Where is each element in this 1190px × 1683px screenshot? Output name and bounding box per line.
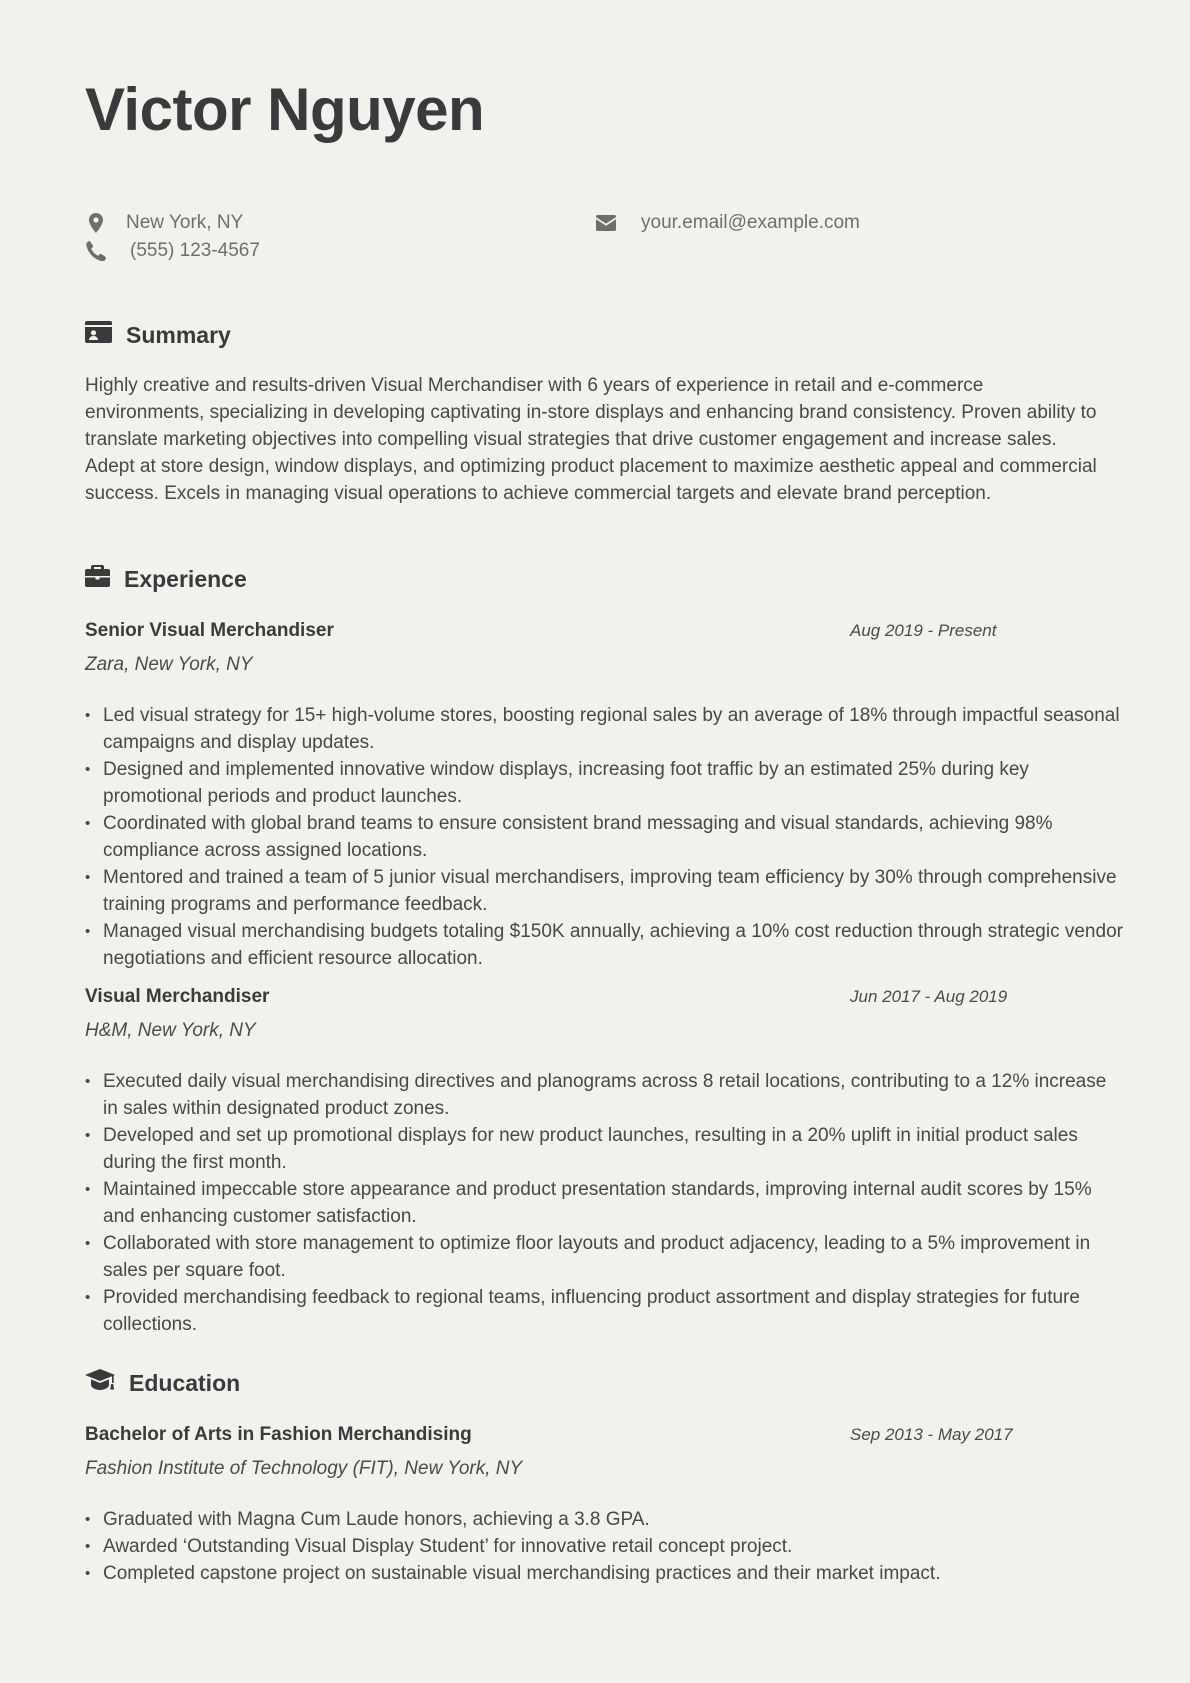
envelope-icon bbox=[595, 212, 617, 234]
education-bullets bbox=[85, 1506, 1123, 1587]
summary-heading: Summary bbox=[126, 321, 231, 348]
list-item: • Executed daily visual merchandising directives and planograms across 8 retail locations, contributing to a 12% increase in sales within designated product zones. bbox=[103, 1068, 1123, 1122]
map-marker-icon bbox=[85, 212, 107, 234]
section-heading-education bbox=[85, 1369, 240, 1397]
degree-title: Bachelor of Arts in Fashion Merchandising bbox=[85, 1424, 472, 1445]
location-text: New York, NY bbox=[126, 212, 244, 233]
list-item: • Awarded ‘Outstanding Visual Display Student’ for innovative retail concept project. bbox=[103, 1533, 1123, 1560]
job-organization: H&M, New York, NY bbox=[85, 1020, 256, 1041]
education-heading: Education bbox=[129, 1369, 241, 1396]
candidate-name: Victor Nguyen bbox=[85, 76, 485, 143]
summary-text: Highly creative and results-driven Visual Merchandiser with 6 years of experience in retail and e-commerce environments, specializing in developing captivating in-store displays and enhancing brand consistency. Proven ability to translate marketing objectives into compelling visual strategies that drive customer engagement and increase sales. Adept at store design, window displays, and optimizing product placement to maximize aesthetic appeal and commercial success. Excels in managing visual operations to achieve commercial targets and elevate brand perception. bbox=[85, 375, 1097, 504]
list-item: • Coordinated with global brand teams to ensure consistent brand messaging and visual standards, achieving 98% compliance across assigned locations. bbox=[103, 810, 1123, 864]
list-item: • Collaborated with store management to optimize floor layouts and product adjacency, leading to a 5% improvement in sales per square foot. bbox=[103, 1230, 1123, 1284]
job-title: Visual Merchandiser bbox=[85, 986, 270, 1007]
list-item: • Designed and implemented innovative window displays, increasing foot traffic by an estimated 25% during key promotional periods and product launches. bbox=[103, 756, 1123, 810]
list-item: • Provided merchandising feedback to regional teams, influencing product assortment and display strategies for future collections. bbox=[103, 1284, 1123, 1338]
graduation-cap-icon bbox=[85, 1369, 115, 1397]
job-dates: Jun 2017 - Aug 2019 bbox=[850, 987, 1008, 1006]
job-organization: Zara, New York, NY bbox=[85, 654, 253, 675]
phone-icon bbox=[85, 240, 107, 262]
education-dates: Sep 2013 - May 2017 bbox=[850, 1425, 1013, 1444]
job-title: Senior Visual Merchandiser bbox=[85, 620, 334, 641]
contact-location bbox=[85, 212, 243, 234]
list-item: • Managed visual merchandising budgets totaling $150K annually, achieving a 10% cost reduction through strategic vendor negotiations and efficient resource allocation. bbox=[103, 918, 1123, 972]
section-heading-summary bbox=[85, 321, 231, 349]
school-name: Fashion Institute of Technology (FIT), New York, NY bbox=[85, 1458, 523, 1479]
id-card-icon bbox=[85, 321, 112, 349]
email-link[interactable]: your.email@example.com bbox=[641, 212, 860, 233]
contact-email bbox=[595, 212, 860, 234]
job-dates: Aug 2019 - Present bbox=[850, 621, 997, 640]
phone-text: (555) 123-4567 bbox=[130, 240, 260, 261]
job-bullets bbox=[85, 1068, 1123, 1338]
list-item: • Developed and set up promotional displays for new product launches, resulting in a 20% uplift in initial product sales during the first month. bbox=[103, 1122, 1123, 1176]
section-heading-experience bbox=[85, 565, 247, 593]
contact-phone bbox=[85, 240, 260, 262]
briefcase-icon bbox=[85, 565, 110, 593]
job-bullets bbox=[85, 702, 1123, 972]
list-item: • Mentored and trained a team of 5 junior visual merchandisers, improving team efficiency by 30% through comprehensive training programs and performance feedback. bbox=[103, 864, 1123, 918]
list-item: • Led visual strategy for 15+ high-volume stores, boosting regional sales by an average of 18% through impactful seasonal campaigns and display updates. bbox=[103, 702, 1123, 756]
experience-heading: Experience bbox=[124, 565, 247, 592]
list-item: • Completed capstone project on sustainable visual merchandising practices and their market impact. bbox=[103, 1560, 1123, 1587]
list-item: • Graduated with Magna Cum Laude honors, achieving a 3.8 GPA. bbox=[103, 1506, 1123, 1533]
list-item: • Maintained impeccable store appearance and product presentation standards, improving internal audit scores by 15% and enhancing customer satisfaction. bbox=[103, 1176, 1123, 1230]
